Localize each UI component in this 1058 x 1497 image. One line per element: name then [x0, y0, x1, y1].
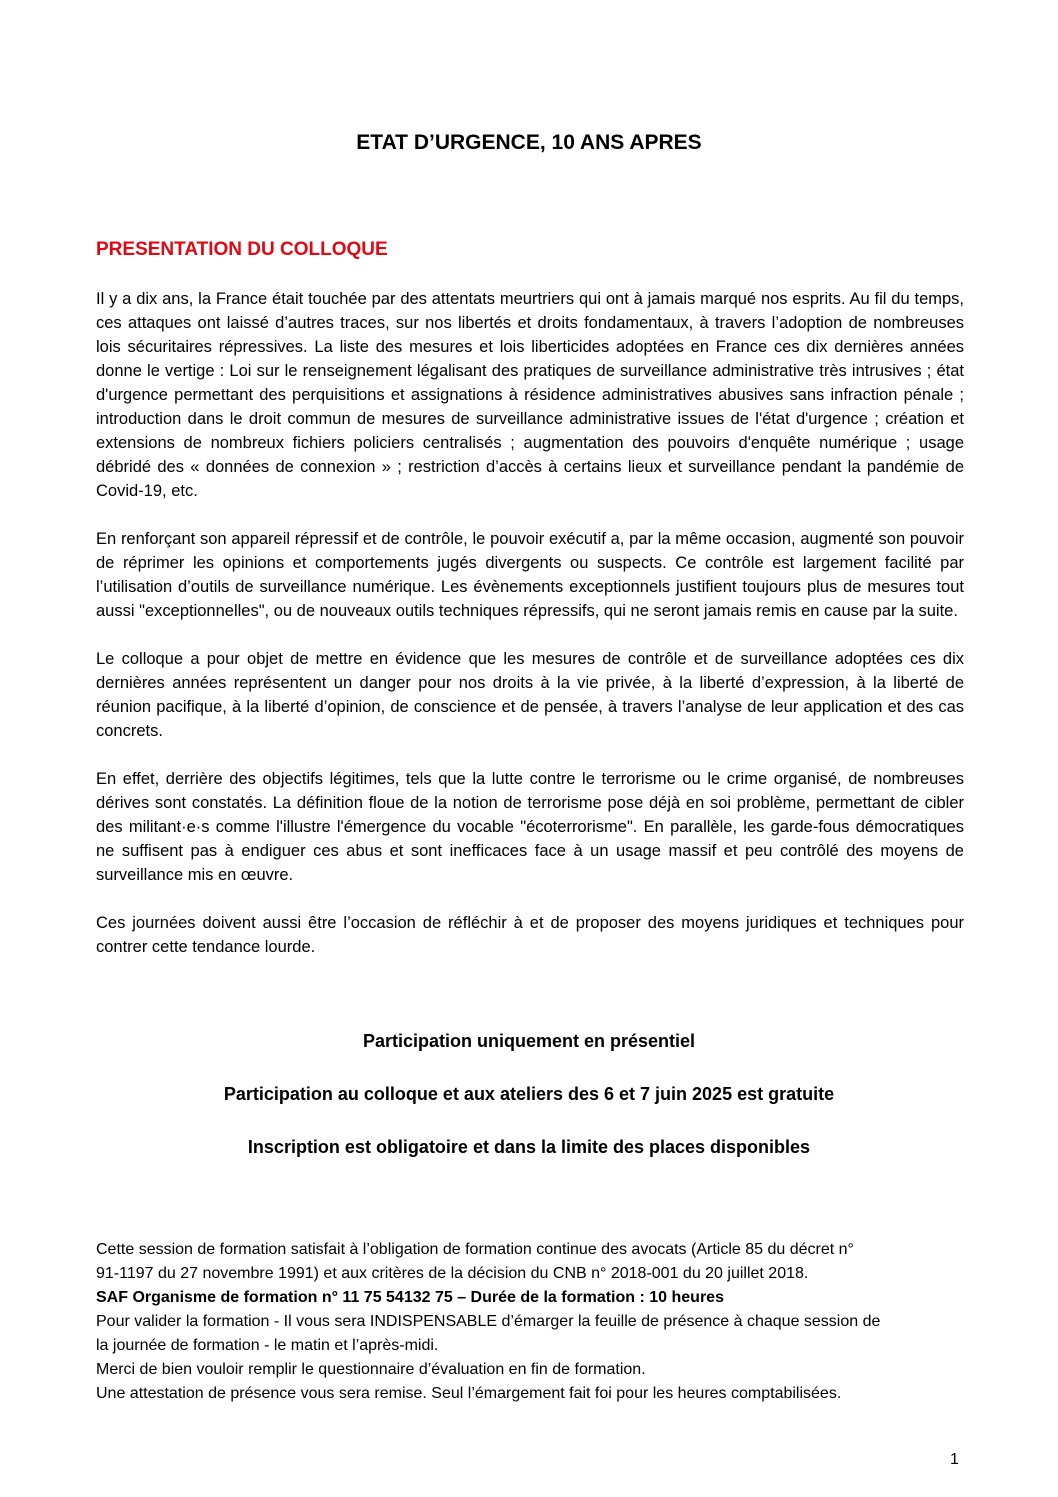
paragraph-1: Il y a dix ans, la France était touchée par des attentats meurtriers qui ont à jamais marqué nos esprits. Au fil du temps, ces attaques ont laissé d’autres traces, sur nos libertés et droits fondamentaux, à travers l’adoption de nombreuses lois sécuritaires répressives. La liste des mesures et lois liberticides adoptées en France ces dix dernières années donne le vertige : Loi sur le renseignement légalisant des pratiques de surveillance administrative très intrusives ; état d'urgence permettant des perquisitions et assignations à résidence administratives abusives sans infraction pénale ; introduction dans le droit commun de mesures de surveillance administrative issues de l'état d'urgence ; création et extensions de nombreux fichiers policiers centralisés ; augmentation des pouvoirs d'enquête numérique ; usage débridé des « données de connexion » ; restriction d’accès à certains lieux et surveillance pendant la pandémie de Covid-19, etc. — [96, 290, 964, 500]
document-title: ETAT D’URGENCE, 10 ANS APRES — [356, 131, 702, 154]
training-line-4: Pour valider la formation - Il vous sera INDISPENSABLE d’émarger la feuille de présence à chaque session de — [96, 1313, 881, 1330]
training-line-1: Cette session de formation satisfait à l’obligation de formation continue des avocats (Article 85 du décret n° — [96, 1241, 854, 1258]
training-line-5: la journée de formation - le matin et l’après-midi. — [96, 1337, 439, 1354]
notice-gratuite: Participation au colloque et aux ateliers des 6 et 7 juin 2025 est gratuite — [223, 1084, 835, 1104]
training-line-6: Merci de bien vouloir remplir le questionnaire d’évaluation en fin de formation. — [96, 1361, 646, 1378]
notice-inscription: Inscription est obligatoire et dans la limite des places disponibles — [247, 1137, 811, 1157]
paragraph-4: En effet, derrière des objectifs légitimes, tels que la lutte contre le terrorisme ou le crime organisé, de nombreuses dérives sont constatés. La définition floue de la notion de terrorisme pose déjà en soi problème, permettant de cibler des militant·e·s comme l'illustre l'émergence du vocable "écoterrorisme". En parallèle, les garde-fous démocratiques ne suffisent pas à endiguer ces abus et sont inefficaces face à un usage massif et peu contrôlé des moyens de surveillance mis en œuvre. — [96, 770, 964, 884]
notice-presentiel: Participation uniquement en présentiel — [362, 1031, 696, 1051]
section-heading: PRESENTATION DU COLLOQUE — [96, 239, 388, 260]
paragraph-3: Le colloque a pour objet de mettre en évidence que les mesures de contrôle et de surveillance adoptées ces dix dernières années représentent un danger pour nos droits à la vie privée, à la liberté d’expression, à la liberté de réunion pacifique, à la liberté d’opinion, de conscience et de pensée, à travers l’analyse de leur application et des cas concrets. — [96, 650, 964, 740]
paragraph-2: En renforçant son appareil répressif et de contrôle, le pouvoir exécutif a, par la même occasion, augmenté son pouvoir de réprimer les opinions et comportements jugés divergents ou suspects. Ce contrôle est largement facilité par l’utilisation d’outils de surveillance numérique. Les évènements exceptionnels justifient toujours plus de mesures tout aussi "exceptionnelles", ou de nouveaux outils techniques répressifs, qui ne seront jamais remis en cause par la suite. — [96, 530, 964, 620]
presentation-body — [96, 287, 964, 983]
training-line-7: Une attestation de présence vous sera remise. Seul l’émargement fait foi pour les heures comptabilisées. — [96, 1385, 842, 1402]
training-organism: SAF Organisme de formation n° 11 75 54132 75 – Durée de la formation : 10 heures — [96, 1289, 724, 1306]
participation-notices — [0, 1029, 1058, 1188]
training-info — [96, 1238, 976, 1406]
training-line-2: 91-1197 du 27 novembre 1991) et aux critères de la décision du CNB n° 2018-001 du 20 juillet 2018. — [96, 1265, 809, 1282]
page-number: 1 — [950, 1451, 959, 1468]
paragraph-5: Ces journées doivent aussi être l’occasion de réfléchir à et de proposer des moyens juridiques et techniques pour contrer cette tendance lourde. — [96, 914, 964, 956]
